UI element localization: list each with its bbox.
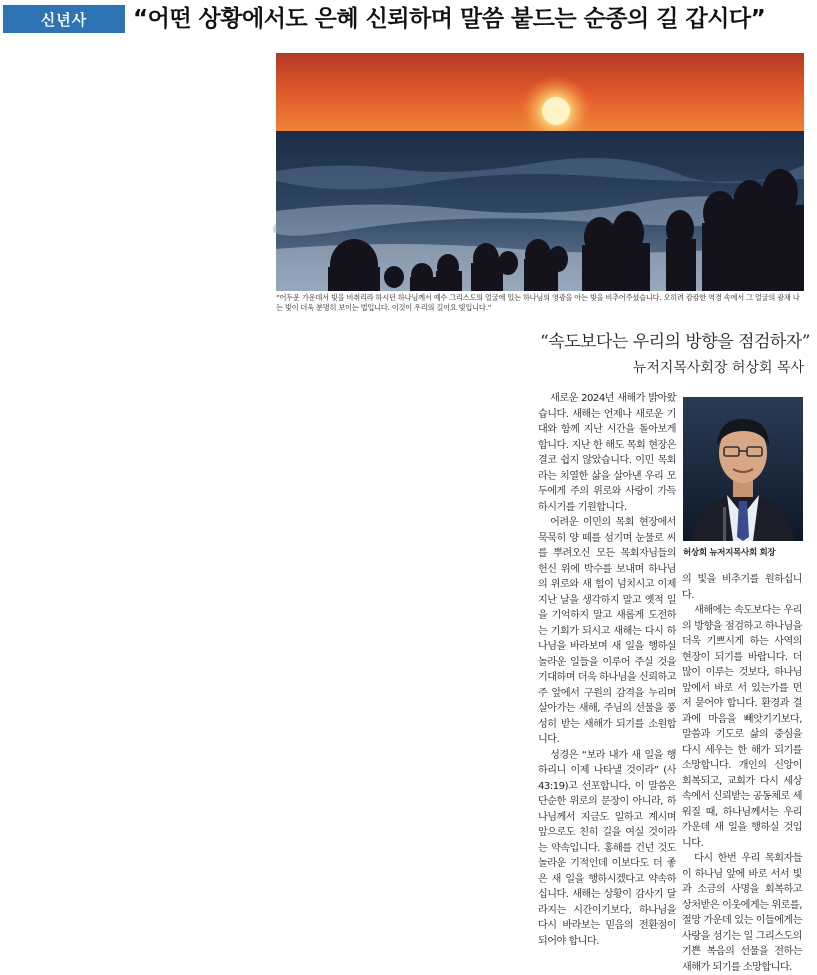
- portrait-caption: 허상회 뉴저지목사회 회장: [683, 548, 776, 558]
- article-paragraph: 새해에는 속도보다는 우리의 방향을 점검하고 하나님을 더욱 기쁘시게 하는 사역의 현장이 되기를 바랍니다. 더 많이 이루는 것보다, 하나님 앞에서 바로 서 있는가를 먼저 묻어야 합니다. 환경과 결과에 마음을 빼앗기기보다, 말씀과 기도로 삶의 중심을 다시 세우는 한 해가 되기를 소망합니다. 개인의 신앙이 회복되고, 교회가 다시 세상 속에서 신뢰받는 공동체로 세워질 때, 하나님께서는 우리 가운데 새 일을 행하실 것입니다.: [682, 605, 802, 849]
- article-paragraph: 다시 한번 우리 목회자들이 하나님 앞에 바로 서서 빛과 소금의 사명을 회복하고 상처받은 이웃에게는 위로를, 절망 가운데 있는 이들에게는 사랑을 섬기는 일 그리스도의 기쁜 복음의 선물을 전하는 새해가 되기를 소망합니다.: [682, 853, 802, 973]
- article-paragraph: 의 빛을 비추기를 원하십니다.: [682, 574, 802, 601]
- article-paragraph: 새로운 2024년 새해가 밝아왔습니다. 새해는 언제나 새로운 기대와 함께 지난 시간을 돌아보게 합니다. 지난 한 해도 목회 현장은 결코 쉽지 않았습니다. 이민 목회라는 치열한 삶을 살아낸 우리 모두에게 주의 위로와 사랑이 가득하시기를 기원합니다.: [538, 393, 676, 513]
- article-column-1: [538, 391, 676, 947]
- article-byline: 뉴저지목사회장 허상회 목사: [632, 360, 804, 376]
- sunrise-photo: [276, 53, 804, 291]
- article-paragraph: 성경은 “보라 내가 새 일을 행하리니 이제 나타낼 것이라” (사 43:19)고 선포합니다. 이 말씀은 단순한 위로의 문장이 아니라, 하나님께서 지금도 일하고 계시며 앞으로도 친히 길을 여실 것이라는 약속입니다. 홍해를 건넌 것도 놀라운 기적인데 이보다도 더 좋은 새 일을 행하시겠다고 약속하십니다. 새해는 상황이 감사기 달라지는 시간이기보다, 하나님을 다시 바라보는 믿음의 전환점이 되어야 합니다.: [538, 749, 676, 947]
- article-subhead: “속도보다는 우리의 방향을 점검하자”: [540, 332, 810, 352]
- headline: “어떤 상황에서도 은혜 신뢰하며 말씀 붙드는 순종의 길 갑시다”: [133, 6, 766, 32]
- author-portrait: [683, 397, 803, 541]
- article-paragraph: 어려운 이민의 목회 현장에서 묵묵히 양 떼를 섬기며 눈물로 씨를 뿌려오신 모든 목회자님들의 헌신 위에 박수를 보내며 하나님의 위로와 새 힘이 넘치시고 이제 지난 날을 생각하지 말고 옛적 일을 기억하지 말고 새롭게 도전하는 기회가 되시고 새해는 다시 하나님을 바라보며 새 일을 행하실 놀라운 일들을 이루어 주실 것을 기대하며 더욱 하나님을 신뢰하고 주 앞에서 구원의 감격을 누리며 살아가는 새해, 주님의 선물을 풍성히 받는 새해가 되기를 소원합니다.: [538, 517, 676, 745]
- section-label: 신년사: [3, 5, 125, 33]
- article-column-2: [682, 572, 802, 973]
- photo-caption: “어두운 가운데서 빛을 비취리라 하시던 하나님께서 예수 그리스도의 얼굴에 있는 하나님의 영광을 아는 빛을 비추어주셨습니다. 오히려 캄캄한 역경 속에서 그 얼굴의 광채 나는 빛이 더욱 분명히 보이는 법입니다. 이것이 우리의 길이요 빛입니다.”: [276, 293, 800, 312]
